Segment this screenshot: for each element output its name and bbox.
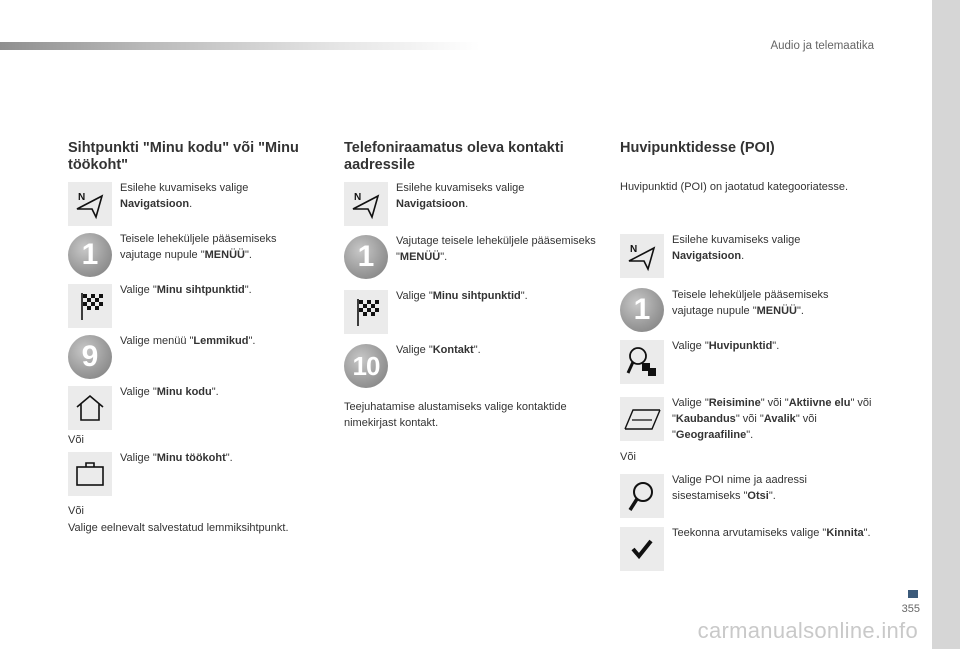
home-icon bbox=[73, 391, 107, 425]
confirm-icon-box bbox=[620, 527, 664, 571]
home-icon-box bbox=[68, 386, 112, 430]
step-confirm: Teekonna arvutamiseks valige "Kinnita". bbox=[672, 527, 871, 539]
step-my-home: Valige "Minu kodu". bbox=[120, 386, 219, 398]
checkered-flag-icon bbox=[349, 295, 383, 329]
step-number-badge: 10 bbox=[344, 344, 388, 388]
page-marker bbox=[908, 590, 918, 598]
svg-text:N: N bbox=[78, 192, 86, 203]
or-label: Või bbox=[68, 434, 84, 446]
briefcase-icon bbox=[73, 457, 107, 491]
contact-note: Teejuhatamise alustamiseks valige kontaktide nimekirjast kontakt. bbox=[344, 401, 567, 429]
checkmark-icon bbox=[625, 532, 659, 566]
step-favourites: Valige menüü "Lemmikud". bbox=[120, 335, 256, 347]
column-title: Sihtpunkti "Minu kodu" või "Minu töökoht" bbox=[68, 140, 299, 173]
column-home-work bbox=[68, 140, 328, 534]
step-my-destinations: Valige "Minu sihtpunktid". bbox=[120, 284, 252, 296]
favourite-note: Valige eelnevalt salvestatud lemmiksihtpunkt. bbox=[68, 522, 289, 534]
or-label: Või bbox=[620, 451, 636, 463]
step-categories: Valige "Reisimine" või "Aktiivne elu" või "Kaubandus" või "Avalik" või "Geograafiline". bbox=[672, 397, 872, 441]
page-number: 355 bbox=[901, 603, 920, 615]
navigation-icon-box bbox=[344, 182, 388, 226]
step-navigation: Esilehe kuvamiseks valige Navigatsioon. bbox=[120, 182, 249, 210]
section-header-title: Audio ja telemaatika bbox=[770, 40, 874, 52]
step-my-destinations: Valige "Minu sihtpunktid". bbox=[396, 290, 528, 302]
magnifier-icon bbox=[625, 479, 659, 513]
work-icon-box bbox=[68, 452, 112, 496]
flag-icon-box bbox=[68, 284, 112, 328]
poi-intro: Huvipunktid (POI) on jaotatud kategooriatesse. bbox=[620, 181, 849, 193]
step-menu: Vajutage teisele leheküljele pääsemiseks "MENÜÜ". bbox=[396, 235, 596, 263]
or-label: Või bbox=[68, 505, 84, 517]
step-my-work: Valige "Minu töökoht". bbox=[120, 452, 233, 464]
search-icon-box bbox=[620, 474, 664, 518]
step-navigation: Esilehe kuvamiseks valige Navigatsioon. bbox=[672, 234, 801, 262]
svg-text:N: N bbox=[354, 192, 362, 203]
navigation-north-arrow-icon bbox=[73, 187, 107, 221]
step-number-badge: 1 bbox=[620, 288, 664, 332]
poi-icon-box bbox=[620, 340, 664, 384]
step-menu: Teisele leheküljele pääsemiseks vajutage nupule "MENÜÜ". bbox=[672, 289, 829, 317]
step-number-badge: 9 bbox=[68, 335, 112, 379]
header-gradient-bar bbox=[0, 42, 480, 50]
road-icon bbox=[622, 402, 662, 436]
step-menu: Teisele leheküljele pääsemiseks vajutage nupule "MENÜÜ". bbox=[120, 233, 277, 261]
navigation-icon-box bbox=[620, 234, 664, 278]
flag-icon-box bbox=[344, 290, 388, 334]
watermark: carmanualsonline.info bbox=[697, 618, 918, 643]
svg-text:N: N bbox=[630, 244, 638, 255]
navigation-icon-box bbox=[68, 182, 112, 226]
column-title: Huvipunktidesse (POI) bbox=[620, 140, 775, 156]
checkered-flag-icon bbox=[73, 289, 107, 323]
step-number-badge: 1 bbox=[68, 233, 112, 277]
step-navigation: Esilehe kuvamiseks valige Navigatsioon. bbox=[396, 182, 525, 210]
step-contact: Valige "Kontakt". bbox=[396, 344, 481, 356]
column-poi bbox=[620, 140, 880, 539]
page-side-strip bbox=[932, 0, 960, 649]
step-number-badge: 1 bbox=[344, 235, 388, 279]
navigation-north-arrow-icon bbox=[625, 239, 659, 273]
column-title: Telefoniraamatus oleva kontakti aadressile bbox=[344, 140, 564, 173]
step-search: Valige POI nime ja aadressi sisestamiseks "Otsi". bbox=[672, 474, 807, 502]
column-contact bbox=[344, 140, 604, 429]
navigation-north-arrow-icon bbox=[349, 187, 383, 221]
road-icon-box bbox=[620, 397, 664, 441]
step-poi: Valige "Huvipunktid". bbox=[672, 340, 780, 352]
poi-search-icon bbox=[625, 345, 659, 379]
